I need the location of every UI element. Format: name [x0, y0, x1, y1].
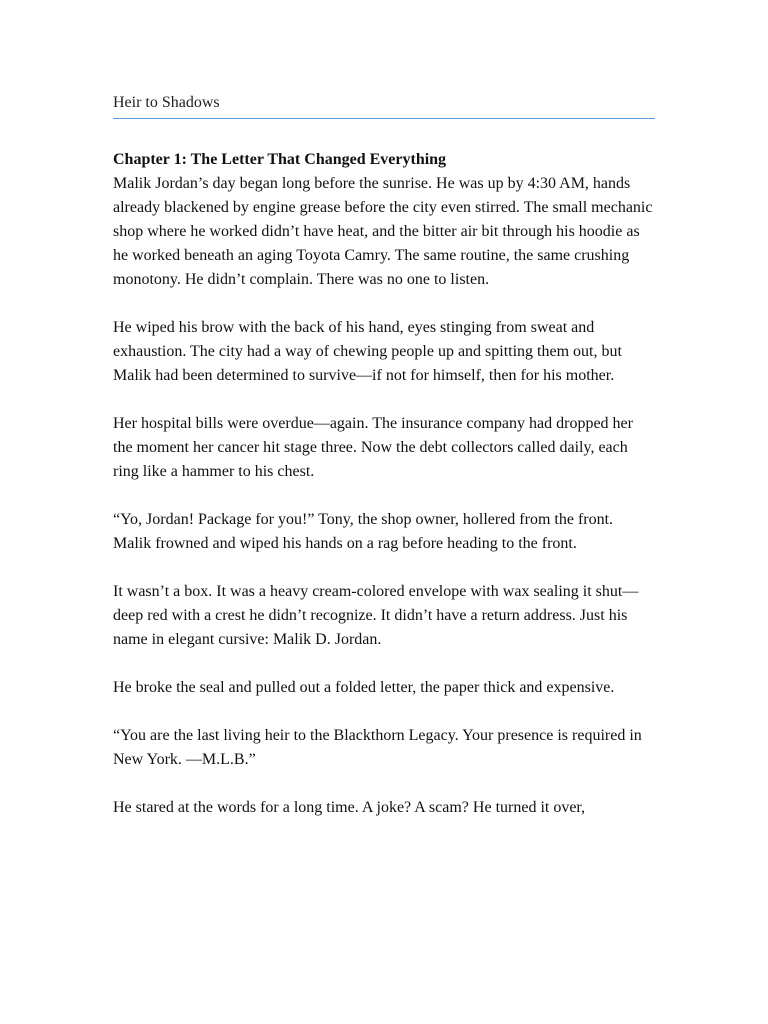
paragraph: He wiped his brow with the back of his hand, eyes stinging from sweat and exhaustion. The city had a way of chewing people up and spitting them out, but Malik had been determined to survive—if not for himself, then for his mother. [113, 319, 622, 384]
paragraph: Her hospital bills were overdue—again. The insurance company had dropped her the moment her cancer hit stage three. Now the debt collectors called daily, each ring like a hammer to his chest. [113, 415, 633, 480]
paragraph: Malik Jordan’s day began long before the sunrise. He was up by 4:30 AM, hands already blackened by engine grease before the city even stirred. The small mechanic shop where he worked didn’t have heat, and the bitter air bit through his hoodie as he worked beneath an aging Toyota Camry. The same routine, the same crushing monotony. He didn’t complain. There was no one to listen. [113, 175, 653, 288]
paragraph: He stared at the words for a long time. A joke? A scam? He turned it over, [113, 799, 586, 816]
chapter-title: Chapter 1: The Letter That Changed Everything [113, 151, 447, 168]
paragraph: “Yo, Jordan! Package for you!” Tony, the shop owner, hollered from the front. Malik frowned and wiped his hands on a rag before heading to the front. [113, 511, 614, 552]
paragraph: “You are the last living heir to the Blackthorn Legacy. Your presence is required in New York. —M.L.B.” [113, 727, 642, 768]
running-header: Heir to Shadows [113, 92, 655, 119]
paragraph: It wasn’t a box. It was a heavy cream-colored envelope with wax sealing it shut—deep red with a crest he didn’t recognize. It didn’t have a return address. Just his name in elegant cursive: Malik D. Jordan. [113, 583, 639, 648]
document-page [113, 92, 655, 844]
paragraph: He broke the seal and pulled out a folded letter, the paper thick and expensive. [113, 679, 615, 696]
chapter-body [113, 172, 655, 820]
